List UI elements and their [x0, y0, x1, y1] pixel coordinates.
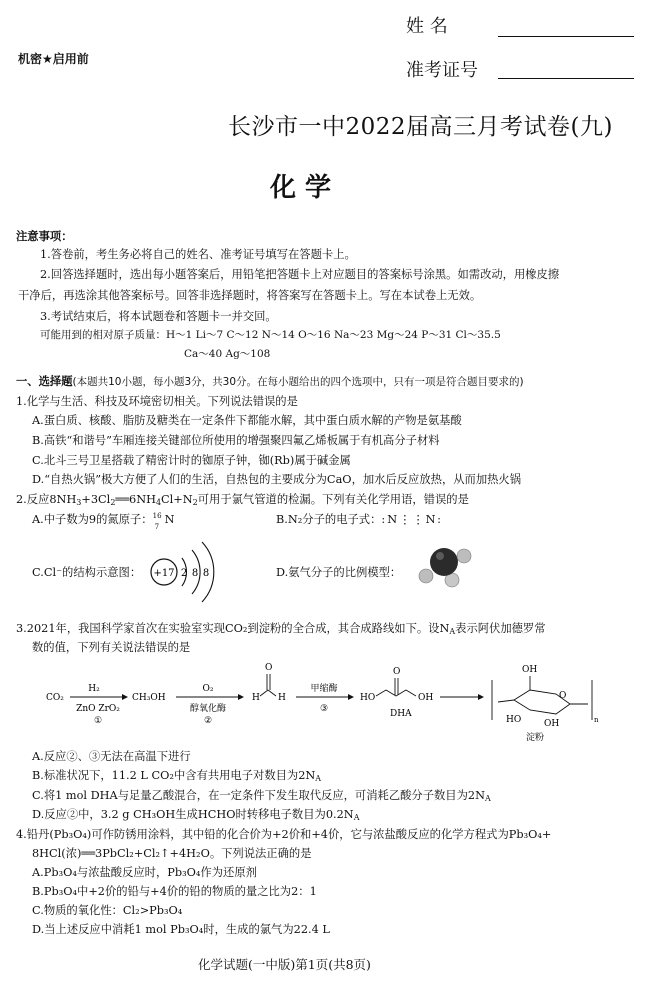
svg-text:H: H	[252, 693, 260, 703]
question-stem: 1.化学与生活、科技及环境密切相关。下列说法错误的是	[16, 395, 298, 408]
svg-text:①: ①	[93, 716, 103, 726]
svg-text:H₂: H₂	[88, 684, 100, 694]
shell-electrons: 8	[202, 568, 210, 579]
dha-label: DHA	[390, 709, 412, 719]
page-footer: 化学试题(一中版)第1页(共8页)	[198, 957, 371, 972]
note-item: 2.回答选择题时，选出每小题答案后，用铅笔把答题卡上对应题目的答案标号涂黑。如需改动，用橡皮擦	[40, 268, 560, 281]
option-c: C.将1 mol DHA与足量乙酸混合，在一定条件下发生取代反应，可消耗乙酸分子数目为$2N_A$	[32, 789, 491, 803]
nucleus-charge: +17	[153, 568, 175, 579]
secret-label: 机密★启用前	[18, 52, 89, 66]
subject-title: 化 学	[270, 173, 332, 203]
option-d: D.氨气分子的比例模型：	[276, 566, 402, 579]
option-d: D.反应②中，3.2 g CH₃OH生成HCHO时转移电子数目为$0.2N_A$	[32, 808, 360, 822]
svg-text:醇氧化酶: 醇氧化酶	[189, 704, 227, 714]
ammonia-model-image	[414, 542, 478, 588]
shell-electrons: 8	[191, 568, 199, 579]
option-c: C.北斗三号卫星搭载了精密计时的铷原子钟，铷(Rb)属于碱金属	[32, 454, 351, 467]
svg-text:③: ③	[319, 704, 329, 714]
question-stem: 3.2021年，我国科学家首次在实验室实现CO₂到淀粉的全合成，其合成路线如下。设$N_A$表示阿伏加德罗常	[16, 622, 546, 636]
synthesis-scheme	[36, 660, 636, 746]
question-stem: 4.铅丹(Pb₃O₄)可作防锈用涂料，其中铅的化合价为+2价和+4价，它与浓盐酸反应的化学方程式为Pb₃O₄+	[16, 828, 552, 841]
svg-text:HO: HO	[360, 693, 376, 703]
option-b: B.高铁“和谐号”车厢连接关键部位所使用的增强聚四氟乙烯板属于有机高分子材料	[32, 434, 440, 447]
shell-electrons: 2	[180, 568, 188, 579]
option-c: C.物质的氧化性：Cl₂>Pb₃O₄	[32, 904, 183, 917]
atomic-masses: 可能用到的相对原子质量：H～1 Li～7 C～12 N～14 O～16 Na～23 Mg～24 P～31 Cl～35.5	[40, 329, 501, 341]
exam-no-blank	[498, 78, 634, 79]
svg-text:OH: OH	[544, 719, 560, 729]
page-title: 长沙市一中2022届高三月考试卷(九)	[228, 114, 613, 140]
option-c: C.Cl⁻的结构示意图：	[32, 566, 142, 579]
option-a: A.反应②、③无法在高温下进行	[32, 750, 191, 763]
option-d: D.“自热火锅”极大方便了人们的生活，自热包的主要成分为CaO，加水后反应放热，从而加热火锅	[32, 473, 522, 486]
option-d: D.当上述反应中消耗1 mol Pb₃O₄时，生成的氯气为22.4 L	[32, 923, 330, 936]
notes-heading: 注意事项：	[16, 230, 73, 243]
option-b: B.标准状况下，11.2 L CO₂中含有共用电子对数目为$2N_A$	[32, 769, 322, 783]
svg-text:OH: OH	[522, 665, 538, 675]
svg-text:HO: HO	[506, 715, 522, 725]
note-item: 干净后，再选涂其他答案标号。回答非选择题时，将答案写在答题卡上。写在本试卷上无效。	[18, 289, 482, 302]
note-item: 3.考试结束后，将本试题卷和答题卡一并交回。	[40, 310, 277, 323]
option-a: A.蛋白质、核酸、脂肪及糖类在一定条件下都能水解，其中蛋白质水解的产物是氨基酸	[32, 414, 462, 427]
chloride-structure-diagram	[138, 532, 218, 612]
exam-no-label: 准考证号	[406, 60, 478, 81]
name-label: 姓 名	[406, 16, 448, 37]
svg-text:甲缩酶: 甲缩酶	[310, 684, 338, 694]
svg-text:O₂: O₂	[202, 684, 214, 694]
svg-text:ZnO ZrO₂: ZnO ZrO₂	[76, 704, 120, 714]
option-a: A.Pb₃O₄与浓盐酸反应时，Pb₃O₄作为还原剂	[32, 866, 257, 879]
atomic-masses-cont: Ca～40 Ag～108	[184, 348, 271, 360]
starch-label: 淀粉	[526, 733, 545, 743]
note-item: 1.答卷前，考生务必将自己的姓名、准考证号填写在答题卡上。	[40, 248, 356, 261]
svg-text:H: H	[278, 693, 286, 703]
svg-text:n: n	[594, 716, 599, 724]
option-a: A.中子数为9的氮原子： 16 7 N	[32, 512, 175, 531]
option-b: B.Pb₃O₄中+2价的铅与+4价的铅的物质的量之比为2：1	[32, 885, 317, 898]
svg-text:O: O	[265, 663, 273, 673]
svg-text:②: ②	[203, 716, 213, 726]
option-b: B.N₂分子的电子式：:N⋮⋮N:	[276, 513, 443, 526]
name-blank	[498, 36, 634, 37]
question-stem: 2.反应$8NH_3+3Cl_2══6NH_4Cl+N_2$可用于氯气管道的检漏。下列有关化学用语，错误的是	[16, 493, 469, 507]
scheme-co2: CO₂	[46, 693, 64, 703]
section-heading: 一、选择题(本题共10小题，每小题3分，共30分。在每小题给出的四个选项中，只有一项是符合题目要求的)	[16, 375, 524, 388]
svg-text:O: O	[559, 691, 567, 701]
question-stem-cont: 8HCl(浓)══3PbCl₂+Cl₂↑+4H₂O。下列说法正确的是	[32, 847, 312, 860]
svg-text:OH: OH	[418, 693, 434, 703]
scheme-ch3oh: CH₃OH	[132, 693, 166, 703]
svg-text:O: O	[393, 667, 401, 677]
question-stem-cont: 数的值，下列有关说法错误的是	[32, 641, 191, 654]
